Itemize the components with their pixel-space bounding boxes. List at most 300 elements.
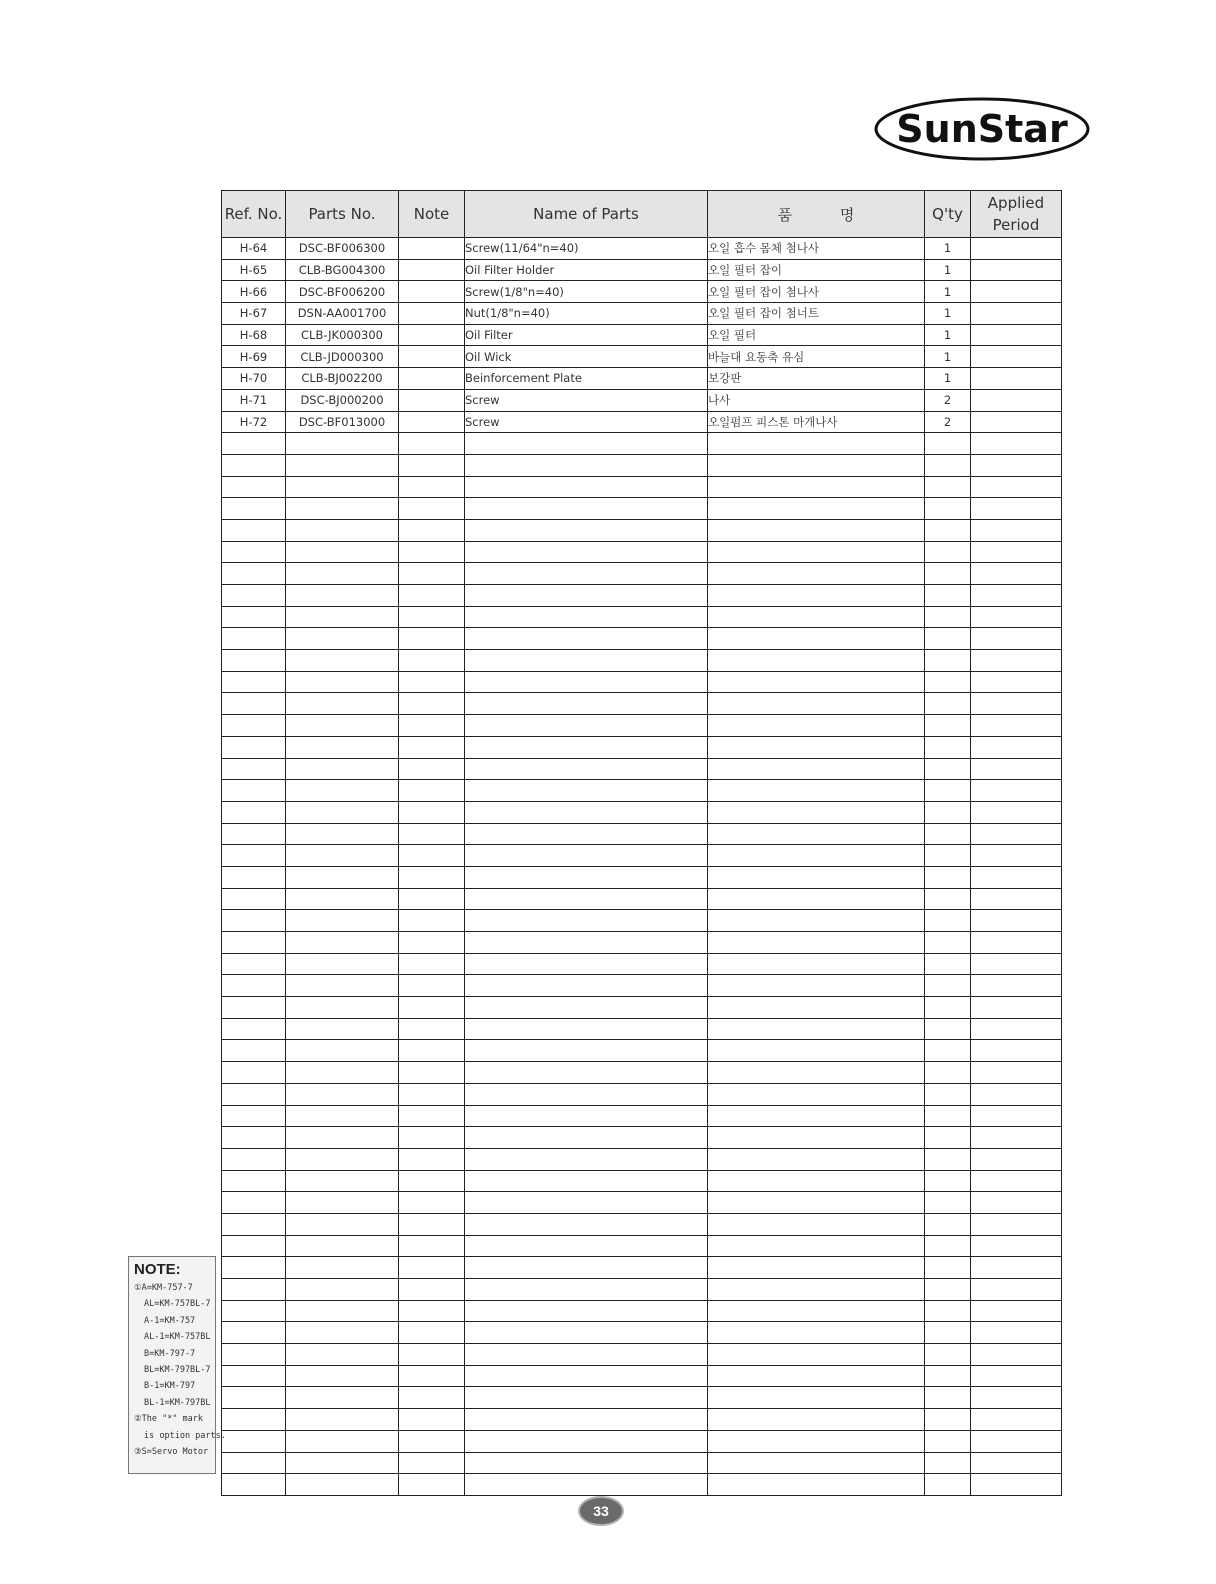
- empty-cell: [971, 997, 1062, 1019]
- empty-cell: [286, 888, 399, 910]
- empty-cell: [286, 498, 399, 520]
- empty-cell: [286, 476, 399, 498]
- empty-cell: [465, 823, 708, 845]
- empty-cell: [971, 1452, 1062, 1474]
- ref-cell: H-70: [222, 368, 286, 390]
- empty-table-row: [222, 1127, 1062, 1149]
- empty-cell: [222, 866, 286, 888]
- empty-cell: [708, 1018, 925, 1040]
- empty-cell: [399, 454, 465, 476]
- empty-cell: [465, 1148, 708, 1170]
- note-line: BL-1=KM-797BL: [144, 1397, 211, 1408]
- empty-cell: [399, 1170, 465, 1192]
- empty-cell: [399, 1257, 465, 1279]
- note-cell: [399, 411, 465, 433]
- empty-cell: [971, 671, 1062, 693]
- parts-no-cell: DSC-BJ000200: [286, 389, 399, 411]
- empty-cell: [925, 1040, 971, 1062]
- empty-cell: [286, 910, 399, 932]
- empty-cell: [708, 1300, 925, 1322]
- empty-cell: [971, 845, 1062, 867]
- empty-table-row: [222, 1474, 1062, 1496]
- empty-cell: [971, 476, 1062, 498]
- empty-table-row: [222, 1257, 1062, 1279]
- empty-cell: [222, 541, 286, 563]
- empty-cell: [708, 1062, 925, 1084]
- empty-cell: [708, 519, 925, 541]
- empty-cell: [465, 563, 708, 585]
- empty-cell: [222, 1300, 286, 1322]
- empty-cell: [708, 1192, 925, 1214]
- empty-cell: [465, 1105, 708, 1127]
- korean-name-cell: 오일펌프 피스톤 마개나사: [708, 411, 925, 433]
- empty-table-row: [222, 1365, 1062, 1387]
- empty-cell: [708, 628, 925, 650]
- empty-cell: [465, 780, 708, 802]
- empty-cell: [222, 1105, 286, 1127]
- empty-table-row: [222, 758, 1062, 780]
- empty-cell: [222, 650, 286, 672]
- table-row: [222, 303, 1062, 325]
- empty-cell: [925, 1083, 971, 1105]
- note-cell: [399, 238, 465, 260]
- empty-cell: [286, 801, 399, 823]
- table-row: [222, 346, 1062, 368]
- empty-cell: [399, 801, 465, 823]
- empty-table-row: [222, 845, 1062, 867]
- empty-cell: [222, 997, 286, 1019]
- note-cell: [399, 281, 465, 303]
- empty-cell: [286, 1235, 399, 1257]
- empty-cell: [465, 736, 708, 758]
- empty-cell: [222, 1040, 286, 1062]
- empty-cell: [465, 1062, 708, 1084]
- empty-cell: [925, 498, 971, 520]
- empty-cell: [286, 1105, 399, 1127]
- empty-cell: [925, 563, 971, 585]
- empty-cell: [399, 1344, 465, 1366]
- empty-cell: [222, 433, 286, 455]
- empty-table-row: [222, 1322, 1062, 1344]
- empty-table-row: [222, 1170, 1062, 1192]
- empty-cell: [286, 1257, 399, 1279]
- header-name-of-parts: Name of Parts: [465, 191, 708, 238]
- empty-cell: [399, 1322, 465, 1344]
- empty-cell: [286, 1452, 399, 1474]
- empty-cell: [286, 845, 399, 867]
- empty-cell: [222, 1322, 286, 1344]
- empty-cell: [399, 476, 465, 498]
- empty-cell: [222, 1344, 286, 1366]
- empty-cell: [399, 1105, 465, 1127]
- empty-cell: [971, 1322, 1062, 1344]
- empty-cell: [971, 541, 1062, 563]
- empty-cell: [971, 953, 1062, 975]
- empty-cell: [971, 801, 1062, 823]
- empty-table-row: [222, 888, 1062, 910]
- empty-cell: [286, 1062, 399, 1084]
- empty-cell: [971, 1430, 1062, 1452]
- empty-cell: [222, 888, 286, 910]
- name-cell: Screw: [465, 389, 708, 411]
- empty-cell: [286, 823, 399, 845]
- empty-cell: [465, 1344, 708, 1366]
- empty-cell: [399, 1474, 465, 1496]
- empty-table-row: [222, 606, 1062, 628]
- empty-cell: [465, 953, 708, 975]
- empty-cell: [465, 606, 708, 628]
- empty-cell: [222, 1474, 286, 1496]
- empty-cell: [465, 1452, 708, 1474]
- empty-cell: [465, 1279, 708, 1301]
- empty-cell: [465, 1192, 708, 1214]
- empty-table-row: [222, 1062, 1062, 1084]
- empty-cell: [222, 1127, 286, 1149]
- name-cell: Screw(1/8"n=40): [465, 281, 708, 303]
- empty-cell: [465, 671, 708, 693]
- empty-cell: [399, 1430, 465, 1452]
- empty-cell: [222, 1213, 286, 1235]
- empty-table-row: [222, 780, 1062, 802]
- note-line: B-1=KM-797: [144, 1381, 196, 1392]
- period-cell: [971, 281, 1062, 303]
- empty-cell: [708, 1365, 925, 1387]
- empty-cell: [971, 1344, 1062, 1366]
- empty-cell: [465, 1387, 708, 1409]
- empty-cell: [286, 519, 399, 541]
- empty-cell: [708, 476, 925, 498]
- empty-cell: [399, 1279, 465, 1301]
- empty-cell: [925, 932, 971, 954]
- empty-cell: [925, 541, 971, 563]
- empty-cell: [708, 1170, 925, 1192]
- empty-cell: [465, 866, 708, 888]
- empty-cell: [286, 1040, 399, 1062]
- empty-cell: [971, 758, 1062, 780]
- korean-name-cell: 보강판: [708, 368, 925, 390]
- empty-cell: [465, 585, 708, 607]
- empty-cell: [286, 997, 399, 1019]
- empty-cell: [465, 1322, 708, 1344]
- empty-cell: [222, 1018, 286, 1040]
- empty-cell: [222, 1083, 286, 1105]
- empty-cell: [399, 1235, 465, 1257]
- empty-cell: [286, 975, 399, 997]
- empty-cell: [222, 801, 286, 823]
- ref-cell: H-68: [222, 324, 286, 346]
- empty-cell: [971, 519, 1062, 541]
- empty-table-row: [222, 1430, 1062, 1452]
- korean-name-cell: 오일 흡수 몸체 첨나사: [708, 238, 925, 260]
- empty-table-row: [222, 910, 1062, 932]
- empty-table-row: [222, 1300, 1062, 1322]
- empty-cell: [286, 1279, 399, 1301]
- empty-cell: [708, 606, 925, 628]
- empty-cell: [399, 519, 465, 541]
- empty-cell: [925, 1213, 971, 1235]
- empty-cell: [399, 1148, 465, 1170]
- empty-cell: [925, 476, 971, 498]
- empty-table-row: [222, 1387, 1062, 1409]
- empty-cell: [971, 1409, 1062, 1431]
- empty-cell: [399, 671, 465, 693]
- empty-cell: [971, 910, 1062, 932]
- empty-table-row: [222, 1192, 1062, 1214]
- page-number-badge: [578, 1496, 624, 1526]
- empty-cell: [222, 932, 286, 954]
- empty-cell: [222, 1257, 286, 1279]
- name-cell: Nut(1/8"n=40): [465, 303, 708, 325]
- empty-cell: [465, 1409, 708, 1431]
- korean-name-cell: 나사: [708, 389, 925, 411]
- empty-cell: [925, 628, 971, 650]
- name-cell: Oil Wick: [465, 346, 708, 368]
- empty-table-row: [222, 823, 1062, 845]
- empty-cell: [925, 1387, 971, 1409]
- empty-cell: [222, 953, 286, 975]
- empty-cell: [971, 606, 1062, 628]
- empty-cell: [286, 1083, 399, 1105]
- empty-cell: [399, 1213, 465, 1235]
- empty-cell: [925, 823, 971, 845]
- parts-no-cell: DSN-AA001700: [286, 303, 399, 325]
- empty-table-row: [222, 1344, 1062, 1366]
- empty-table-row: [222, 650, 1062, 672]
- empty-table-row: [222, 563, 1062, 585]
- empty-cell: [971, 1365, 1062, 1387]
- empty-cell: [222, 671, 286, 693]
- empty-cell: [286, 1365, 399, 1387]
- empty-cell: [971, 1213, 1062, 1235]
- empty-table-row: [222, 541, 1062, 563]
- empty-cell: [222, 780, 286, 802]
- empty-cell: [925, 1279, 971, 1301]
- empty-cell: [399, 1127, 465, 1149]
- note-cell: [399, 259, 465, 281]
- empty-cell: [465, 541, 708, 563]
- empty-cell: [399, 1300, 465, 1322]
- korean-name-cell: 오일 필터 잡이 첨나사: [708, 281, 925, 303]
- empty-cell: [465, 1040, 708, 1062]
- empty-cell: [465, 1257, 708, 1279]
- empty-cell: [925, 1192, 971, 1214]
- empty-cell: [925, 1365, 971, 1387]
- qty-cell: 1: [925, 346, 971, 368]
- empty-cell: [286, 433, 399, 455]
- empty-cell: [286, 1018, 399, 1040]
- empty-cell: [222, 1062, 286, 1084]
- empty-cell: [971, 1062, 1062, 1084]
- qty-cell: 1: [925, 238, 971, 260]
- empty-cell: [222, 1192, 286, 1214]
- empty-cell: [222, 1452, 286, 1474]
- empty-cell: [708, 693, 925, 715]
- empty-cell: [399, 1409, 465, 1431]
- empty-cell: [399, 1192, 465, 1214]
- parts-table-body: [222, 238, 1062, 1496]
- parts-no-cell: DSC-BF006300: [286, 238, 399, 260]
- empty-cell: [708, 845, 925, 867]
- empty-cell: [708, 1452, 925, 1474]
- qty-cell: 1: [925, 368, 971, 390]
- empty-cell: [465, 975, 708, 997]
- empty-cell: [222, 823, 286, 845]
- empty-cell: [925, 1322, 971, 1344]
- qty-cell: 1: [925, 303, 971, 325]
- empty-cell: [708, 758, 925, 780]
- empty-cell: [925, 1474, 971, 1496]
- note-cell: [399, 324, 465, 346]
- name-cell: Oil Filter Holder: [465, 259, 708, 281]
- empty-cell: [925, 693, 971, 715]
- empty-cell: [222, 1387, 286, 1409]
- empty-cell: [925, 1148, 971, 1170]
- empty-cell: [286, 606, 399, 628]
- empty-cell: [399, 975, 465, 997]
- empty-cell: [925, 801, 971, 823]
- empty-cell: [465, 1365, 708, 1387]
- empty-cell: [708, 498, 925, 520]
- empty-cell: [971, 693, 1062, 715]
- qty-cell: 1: [925, 324, 971, 346]
- empty-cell: [925, 433, 971, 455]
- note-cell: [399, 368, 465, 390]
- empty-cell: [399, 1062, 465, 1084]
- empty-cell: [971, 823, 1062, 845]
- empty-table-row: [222, 1105, 1062, 1127]
- sunstar-logo: [872, 95, 1092, 163]
- empty-cell: [925, 1257, 971, 1279]
- header-applied-period: Applied Period: [971, 191, 1062, 238]
- empty-cell: [222, 606, 286, 628]
- empty-cell: [925, 671, 971, 693]
- header-row: [222, 191, 1062, 238]
- empty-cell: [399, 888, 465, 910]
- empty-cell: [222, 845, 286, 867]
- empty-cell: [971, 975, 1062, 997]
- empty-cell: [465, 1430, 708, 1452]
- empty-cell: [925, 1062, 971, 1084]
- empty-cell: [971, 454, 1062, 476]
- korean-name-cell: 오일 필터 잡이: [708, 259, 925, 281]
- empty-cell: [465, 801, 708, 823]
- empty-table-row: [222, 736, 1062, 758]
- qty-cell: 1: [925, 281, 971, 303]
- empty-cell: [399, 628, 465, 650]
- period-cell: [971, 411, 1062, 433]
- empty-cell: [399, 541, 465, 563]
- empty-cell: [465, 1300, 708, 1322]
- empty-cell: [971, 1300, 1062, 1322]
- note-line: ①A=KM-757-7: [134, 1283, 193, 1293]
- table-row: [222, 259, 1062, 281]
- empty-table-row: [222, 433, 1062, 455]
- empty-cell: [708, 932, 925, 954]
- empty-cell: [925, 1409, 971, 1431]
- ref-cell: H-72: [222, 411, 286, 433]
- empty-cell: [286, 563, 399, 585]
- empty-cell: [971, 650, 1062, 672]
- empty-cell: [286, 1192, 399, 1214]
- empty-cell: [971, 780, 1062, 802]
- empty-cell: [222, 1430, 286, 1452]
- parts-no-cell: CLB-JK000300: [286, 324, 399, 346]
- empty-cell: [925, 1170, 971, 1192]
- empty-cell: [465, 1083, 708, 1105]
- empty-cell: [708, 1257, 925, 1279]
- empty-cell: [465, 1018, 708, 1040]
- empty-cell: [222, 628, 286, 650]
- empty-cell: [971, 1387, 1062, 1409]
- empty-cell: [971, 1127, 1062, 1149]
- empty-cell: [971, 1279, 1062, 1301]
- empty-cell: [708, 1322, 925, 1344]
- empty-cell: [708, 1105, 925, 1127]
- empty-cell: [286, 866, 399, 888]
- empty-cell: [971, 1192, 1062, 1214]
- empty-cell: [222, 736, 286, 758]
- note-line: AL=KM-757BL-7: [144, 1299, 211, 1310]
- empty-cell: [708, 1235, 925, 1257]
- name-cell: Screw: [465, 411, 708, 433]
- empty-cell: [286, 715, 399, 737]
- empty-cell: [708, 1127, 925, 1149]
- empty-cell: [465, 715, 708, 737]
- empty-cell: [971, 932, 1062, 954]
- empty-cell: [399, 693, 465, 715]
- header-note: Note: [399, 191, 465, 238]
- empty-cell: [286, 736, 399, 758]
- empty-cell: [399, 736, 465, 758]
- empty-cell: [465, 845, 708, 867]
- empty-table-row: [222, 1018, 1062, 1040]
- empty-cell: [708, 780, 925, 802]
- empty-cell: [971, 433, 1062, 455]
- header-ref-no: Ref. No.: [222, 191, 286, 238]
- empty-cell: [399, 650, 465, 672]
- empty-cell: [708, 888, 925, 910]
- empty-cell: [971, 1257, 1062, 1279]
- empty-cell: [399, 780, 465, 802]
- empty-cell: [465, 693, 708, 715]
- empty-cell: [925, 910, 971, 932]
- empty-cell: [465, 650, 708, 672]
- parts-no-cell: DSC-BF006200: [286, 281, 399, 303]
- empty-cell: [286, 932, 399, 954]
- empty-cell: [925, 953, 971, 975]
- note-line: B=KM-797-7: [144, 1348, 196, 1359]
- empty-cell: [286, 671, 399, 693]
- empty-table-row: [222, 519, 1062, 541]
- empty-table-row: [222, 1040, 1062, 1062]
- sunstar-logo-graphic: [872, 95, 1092, 163]
- empty-table-row: [222, 476, 1062, 498]
- empty-cell: [708, 953, 925, 975]
- empty-cell: [222, 476, 286, 498]
- empty-table-row: [222, 1148, 1062, 1170]
- empty-cell: [399, 498, 465, 520]
- empty-cell: [286, 693, 399, 715]
- empty-cell: [971, 1474, 1062, 1496]
- empty-cell: [399, 997, 465, 1019]
- period-cell: [971, 259, 1062, 281]
- korean-name-cell: 바늘대 요동축 유심: [708, 346, 925, 368]
- empty-cell: [465, 1170, 708, 1192]
- empty-cell: [286, 953, 399, 975]
- empty-cell: [708, 801, 925, 823]
- table-row: [222, 411, 1062, 433]
- empty-cell: [222, 1365, 286, 1387]
